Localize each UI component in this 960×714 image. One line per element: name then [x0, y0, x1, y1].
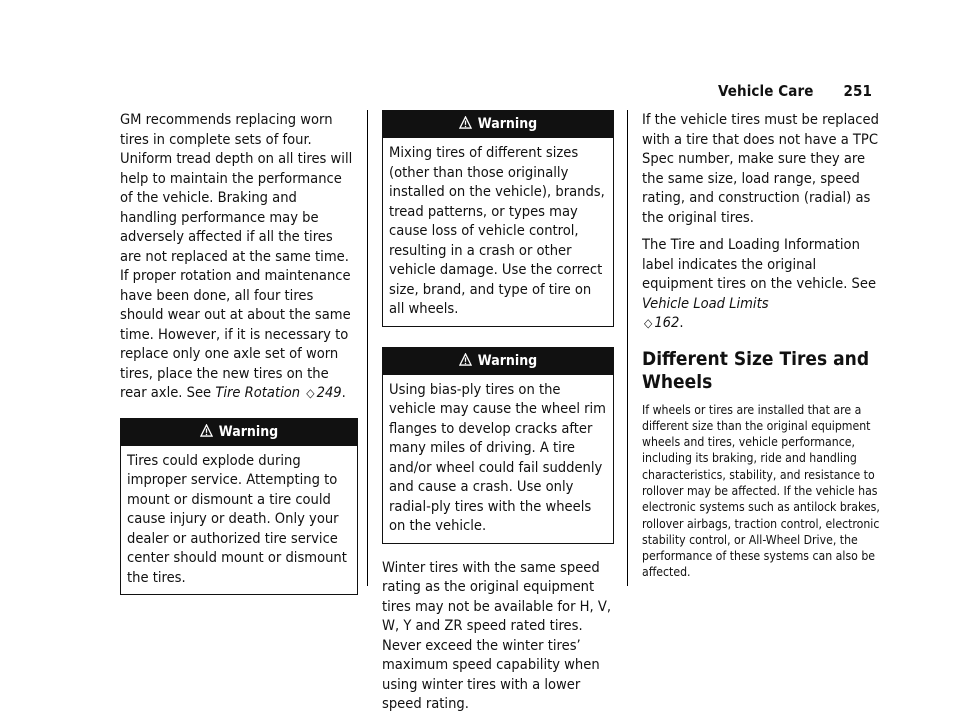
- warning-box: [382, 110, 614, 327]
- warning-triangle-icon: [200, 424, 213, 437]
- warning-header: [383, 348, 613, 375]
- warning-triangle-icon: [459, 353, 472, 366]
- tire-loading-info-paragraph: The Tire and Loading Information label indicates the original equipment tires on the vehicle. See Vehicle Load Limits ◇ 162.: [642, 236, 877, 331]
- warning-box: [120, 418, 358, 596]
- cross-reference-link[interactable]: Tire Rotation: [215, 384, 301, 401]
- section-title: Vehicle Care: [718, 82, 814, 100]
- tire-replacement-paragraph: GM recommends replacing worn tires in complete sets of four. Uniform tread depth on all tires will help to maintain the performance of the vehicle. Braking and handling performance may be adversely affected if all the tires are not replaced at the same time. If proper rotation and maintenance have been done, all four tires should wear out at about the same time. However, if it is necessary to replace only one axle set of worn tires, place the new tires on the rear axle. See Tire Rotation ◇ 249.: [120, 111, 353, 401]
- warning-box: [382, 347, 614, 544]
- column-right: [642, 110, 880, 581]
- warning-triangle-icon: [459, 116, 472, 129]
- cross-reference-link[interactable]: Vehicle Load Limits: [642, 294, 769, 312]
- cross-reference-page[interactable]: 249: [316, 384, 342, 401]
- warning-title: Warning: [218, 423, 279, 440]
- warning-body: Mixing tires of different sizes (other than those originally installed on the vehicle), brands, tread patterns, or types may cause loss of vehicle control, resulting in a crash or other vehicle damage. Use the correct size, brand, and type of tire on all wheels.: [389, 144, 605, 317]
- warning-title: Warning: [477, 352, 538, 369]
- winter-tires-paragraph: Winter tires with the same speed rating as the original equipment tires may not be available for H, V, W, Y and ZR speed rated tires. Never exceed the winter tires’ maximum speed capability when using winter tires with a lower speed rating.: [382, 558, 611, 712]
- page-reference-icon: ◇: [306, 386, 315, 400]
- tpc-spec-paragraph: If the vehicle tires must be replaced with a tire that does not have a TPC Spec number, make sure they are the same size, load range, speed rating, and construction (radial) as the original tires.: [642, 111, 879, 226]
- cross-reference-page[interactable]: 162: [654, 314, 680, 331]
- warning-header: [383, 111, 613, 138]
- column-divider: [367, 110, 368, 586]
- page-number: 251: [843, 82, 872, 100]
- column-middle: [382, 110, 614, 714]
- column-divider: [627, 110, 628, 586]
- warning-body: Tires could explode during improper service. Attempting to mount or dismount a tire could cause injury or death. Only your dealer or authorized tire service center should mount or dismount the tires.: [127, 451, 347, 586]
- different-size-paragraph: If wheels or tires are installed that are a different size than the original equipment wheels and tires, vehicle performance, including its braking, ride and handling characteristics, stability, and resistance to rollover may be affected. If the vehicle has electronic systems such as antilock brakes, rollover airbags, traction control, electronic stability control, or All-Wheel Drive, the performance of these systems can also be affected.: [642, 402, 880, 580]
- column-left: [120, 110, 358, 595]
- page-reference-icon: ◇: [644, 316, 653, 330]
- section-heading: Different Size Tires and Wheels: [642, 347, 870, 393]
- warning-header: [121, 419, 357, 446]
- warning-title: Warning: [477, 116, 538, 132]
- page-header: [718, 82, 872, 100]
- warning-body: Using bias-ply tires on the vehicle may cause the wheel rim flanges to develop cracks after many miles of driving. A tire and/or wheel could fail suddenly and cause a crash. Use only radial-ply tires with the wheels on the vehicle.: [389, 380, 606, 534]
